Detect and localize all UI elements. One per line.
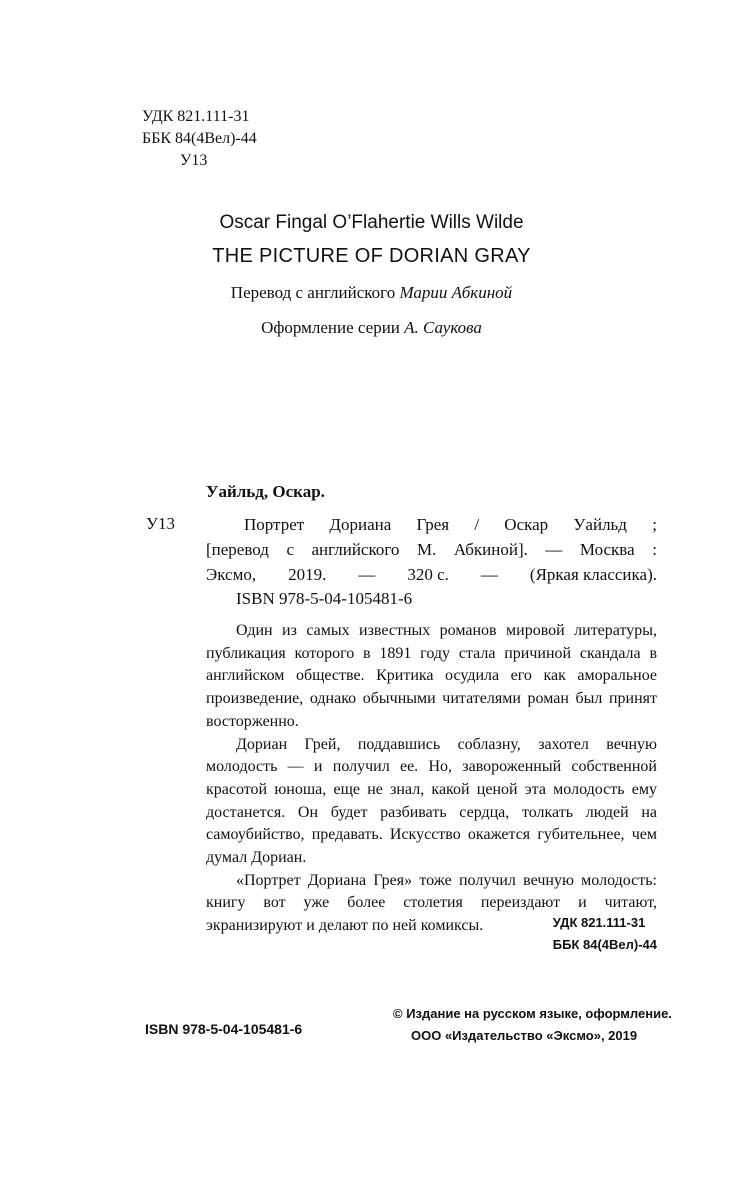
design-credit [0, 318, 743, 338]
word: [перевод [206, 540, 269, 559]
design-prefix: Оформление серии [261, 318, 400, 337]
word: Оскар [504, 515, 549, 534]
translator-name: Марии Абкиной [399, 283, 513, 302]
word: 320 с. [407, 565, 449, 584]
udk-code: УДК 821.111-31 [142, 108, 250, 125]
annotation-paragraph: Дориан Грей, поддавшись соблазну, захотел вечную молодость — и получил ее. Но, завороженный собственной красотой юноша, еще не знал, какой ценой эта молодость ему достанется. Он будет разбивать сердца, толкать людей на самоубийство, предавать. Искусство окажется губительнее, чем думал Дориан. [206, 735, 657, 867]
biblio-line [206, 562, 657, 587]
word: Эксмо, [206, 565, 257, 584]
word: — [545, 540, 563, 559]
bottom-catalog-codes [553, 912, 657, 956]
designer-name: А. Саукова [404, 318, 482, 337]
isbn: ISBN 978-5-04-105481-6 [236, 589, 413, 608]
top-catalog-codes [142, 106, 257, 172]
word: Москва [579, 540, 635, 559]
word: / [474, 515, 480, 534]
copyright-line: © Издание на русском языке, оформление. [393, 1006, 672, 1021]
bbk-code: ББК 84(4Вел)-44 [142, 130, 257, 147]
word: (Яркая классика). [529, 565, 657, 584]
annotation-paragraph: Один из самых известных романов мировой литературы, публикация которого в 1891 году стала причиной скандала в английском обществе. Критика осудила его как аморальное произведение, однако обычными читателями роман был принят восторженно. [206, 622, 657, 730]
translation-credit [0, 283, 743, 303]
biblio-line [206, 537, 657, 562]
word: : [652, 540, 657, 559]
word: Грея [416, 515, 450, 534]
word: — [480, 565, 498, 584]
word: английского [311, 540, 400, 559]
word: Уайльд [573, 515, 627, 534]
annotation [206, 620, 657, 938]
original-author: Oscar Fingal O’Flahertie Wills Wilde [219, 212, 524, 233]
word: с [286, 540, 294, 559]
copyright-notice [393, 1003, 672, 1047]
word: Дориана [329, 515, 392, 534]
word: 2019. [288, 565, 327, 584]
word: Портрет [244, 515, 305, 534]
udk-code-bottom: УДК 821.111-31 [552, 915, 646, 930]
isbn-bottom: ISBN 978-5-04-105481-6 [145, 1021, 303, 1037]
translation-prefix: Перевод с английского [230, 283, 396, 302]
bbk-code-bottom: ББК 84(4Вел)-44 [552, 937, 657, 952]
word: Абкиной]. [453, 540, 528, 559]
copyright-line: ООО «Издательство «Эксмо», 2019 [411, 1028, 638, 1043]
catalog-code: У13 [146, 514, 176, 533]
word: ; [652, 515, 657, 534]
biblio-line [206, 512, 657, 537]
word: М. [416, 540, 437, 559]
annotation-paragraph: «Портрет Дориана Грея» тоже получил вечную молодость: книгу вот уже более столетия переиздают и читают, экранизируют и делают по ней комиксы. [206, 871, 657, 935]
original-title: THE PICTURE OF DORIAN GRAY [212, 245, 531, 267]
author-heading: Уайльд, Оскар. [206, 482, 325, 501]
bibliographic-description [206, 512, 657, 587]
word: — [358, 565, 376, 584]
author-sign: У13 [180, 152, 208, 169]
